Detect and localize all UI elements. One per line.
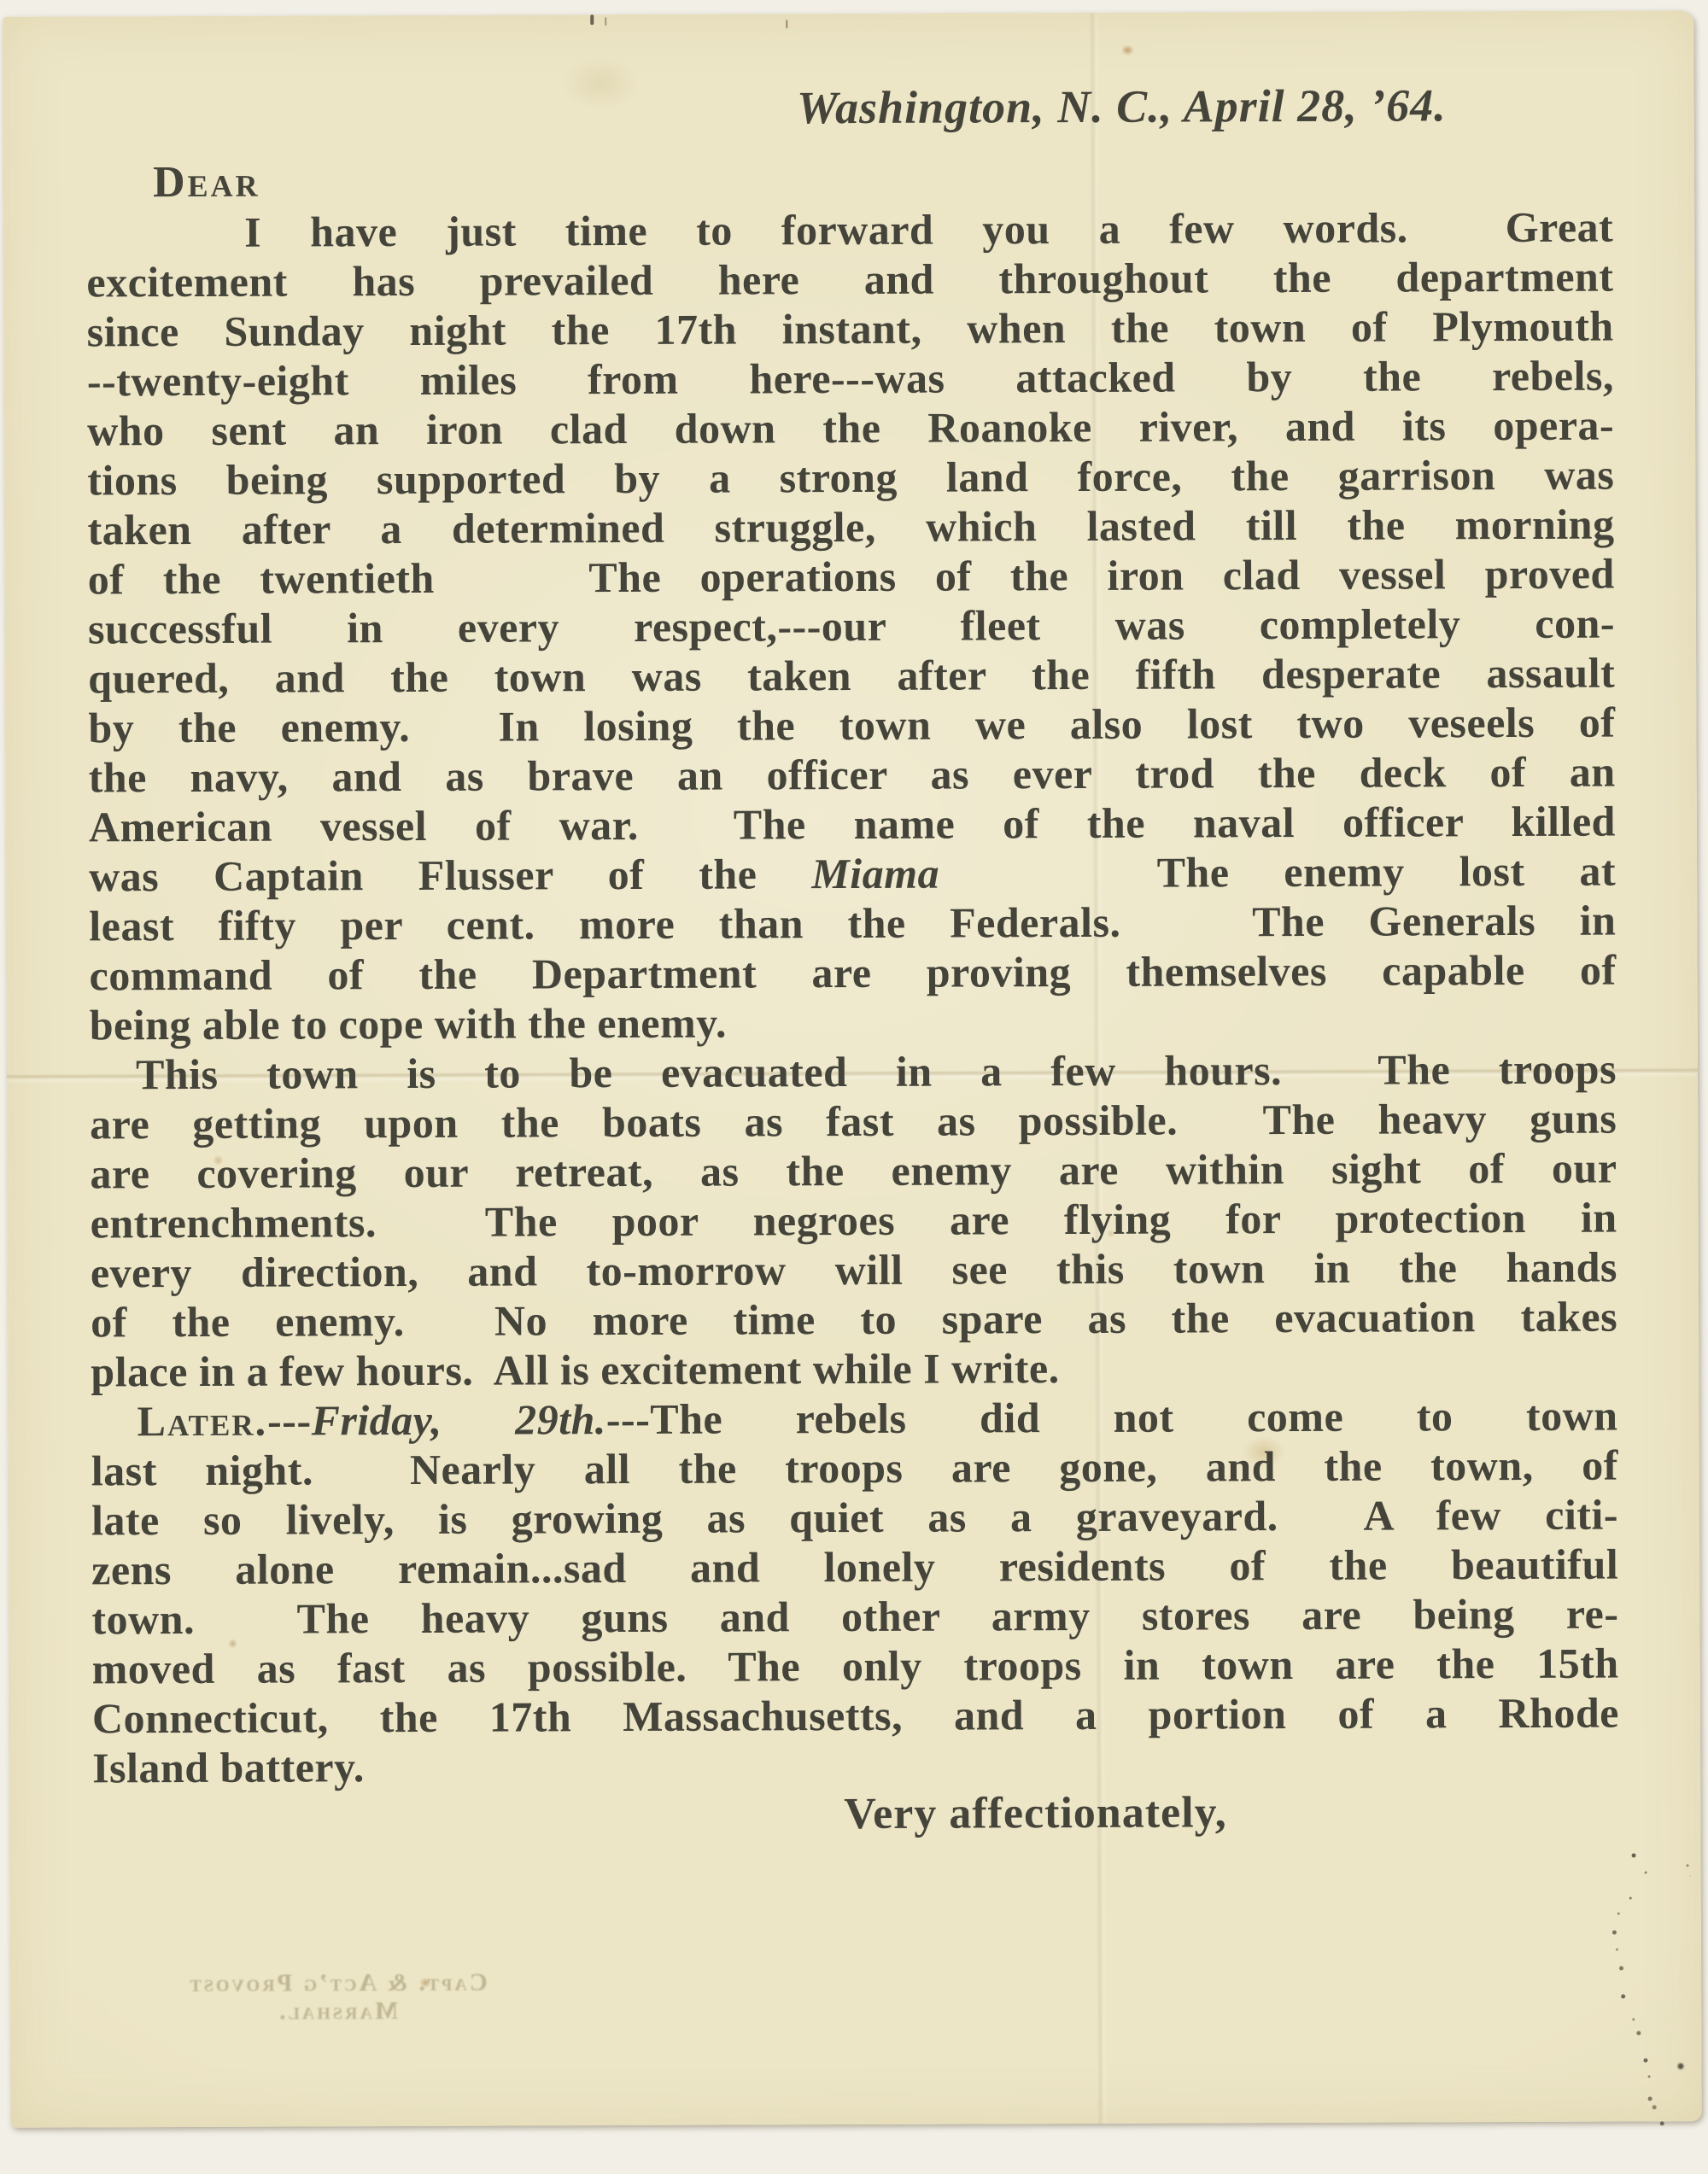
letter-line <box>89 797 1616 852</box>
body-text: was Captain Flusser of the <box>89 850 812 901</box>
body-text: tions being supported by a strong land force, the garrison was <box>87 450 1615 505</box>
letter-line <box>91 1193 1617 1248</box>
body-text: are getting upon the boats as fast as possible. The heavy guns <box>90 1094 1617 1148</box>
letter-line <box>91 1341 1617 1397</box>
letter-line <box>88 698 1615 753</box>
ghost-stamp: Capt. & Act’g Provost Marshal. <box>187 1968 488 2025</box>
body-text: American vessel of war. The name of the naval officer killed <box>88 797 1616 851</box>
italic-text: Miama <box>811 849 940 898</box>
letter-line <box>87 400 1614 456</box>
smallcaps-text: Later. <box>137 1396 268 1446</box>
letter-body <box>86 202 1619 1793</box>
letter-line <box>88 648 1615 704</box>
letter-line <box>91 1441 1618 1496</box>
body-text: ---The rebels did not come to town <box>605 1391 1618 1444</box>
body-text: being able to cope with the enemy. <box>89 998 728 1049</box>
italic-text: Friday, 29th. <box>311 1395 606 1445</box>
body-text: late so lively, is growing as quiet as a graveyard. A few citi- <box>91 1490 1619 1545</box>
letter-line <box>91 1540 1618 1595</box>
body-text: taken after a determined struggle, which lasted till the morning <box>87 500 1615 554</box>
letter-line <box>90 1094 1617 1149</box>
letter-line <box>86 252 1613 307</box>
body-text: least fifty per cent. more than the Federals. The Generals in <box>89 896 1617 950</box>
body-text: Connecticut, the 17th Massachusetts, and a portion of a Rhode <box>91 1688 1620 1743</box>
body-text: I have just time to forward you a few words. Great <box>244 202 1614 256</box>
closing: Very affectionately, <box>844 1788 1227 1839</box>
letter-line <box>92 1738 1619 1793</box>
body-text: --twenty-eight miles from here---was attacked by the rebels, <box>86 351 1614 406</box>
dateline: Washington, N. C., April 28, ’64. <box>796 79 1447 134</box>
letter-line <box>91 1490 1618 1546</box>
body-text: are covering our retreat, as the enemy are within sight of our <box>90 1143 1617 1198</box>
letter-line <box>90 1143 1617 1199</box>
body-text: of the twentieth The operations of the iron clad vessel proved <box>87 549 1615 604</box>
letter-line <box>90 995 1617 1050</box>
letter-line <box>87 500 1614 555</box>
letter-line <box>89 747 1616 803</box>
ink-specks <box>1632 1853 1636 1857</box>
letter-line <box>90 1044 1617 1100</box>
body-text: The enemy lost at <box>939 846 1617 897</box>
body-text: every direction, and to-morrow will see this town in the hands <box>90 1242 1618 1297</box>
letter-content <box>3 10 1701 2128</box>
letter-line <box>87 351 1614 406</box>
body-text: town. The heavy guns and other army stores are being re- <box>91 1589 1619 1644</box>
letter-line <box>89 846 1616 902</box>
letter-line <box>87 301 1614 357</box>
body-text: who sent an iron clad down the Roanoke river, and its opera- <box>87 400 1615 455</box>
body-text: moved as fast as possible. The only troops in town are the 15th <box>91 1639 1619 1693</box>
letter-document <box>3 10 1701 2128</box>
letter-line <box>89 945 1616 1001</box>
letter-line <box>89 896 1616 951</box>
body-text: of the enemy. No more time to spare as the evacuation takes <box>91 1292 1618 1347</box>
body-text: by the enemy. In losing the town we also lost two veseels of <box>88 698 1616 752</box>
salutation: Dear <box>152 157 260 207</box>
letter-line <box>91 1242 1617 1298</box>
letter-line <box>88 549 1615 605</box>
body-text: command of the Department are proving themselves capable of <box>89 945 1617 1000</box>
body-text: quered, and the town was taken after the fifth desperate assault <box>88 648 1616 703</box>
body-text: This town is to be evacuated in a few hours. The troops <box>135 1044 1617 1099</box>
body-text: zens alone remain...sad and lonely residents of the beautiful <box>91 1540 1619 1594</box>
body-text: excitement has prevailed here and throughout the department <box>86 252 1614 307</box>
letter-line <box>87 450 1614 506</box>
letter-line <box>86 202 1613 258</box>
body-text: last night. Nearly all the troops are gone, and the town, of <box>91 1441 1618 1495</box>
letter-line <box>88 599 1615 654</box>
top-edge-specks <box>590 15 594 25</box>
body-text: place in a few hours. All is excitement while I write. <box>91 1344 1060 1396</box>
body-text: entrenchments. The poor negroes are flying for protection in <box>90 1193 1617 1248</box>
body-text: since Sunday night the 17th instant, when the town of Plymouth <box>86 301 1614 356</box>
letter-line <box>91 1292 1617 1347</box>
body-text: the navy, and as brave an officer as ever trod the deck of an <box>88 747 1616 802</box>
body-text: successful in every respect,---our fleet was completely con- <box>87 599 1616 653</box>
letter-line <box>92 1639 1619 1694</box>
letter-line <box>91 1589 1618 1645</box>
letter-line <box>91 1391 1617 1446</box>
body-text: Island battery. <box>92 1743 365 1792</box>
letter-line <box>92 1688 1619 1744</box>
body-text: --- <box>266 1396 312 1445</box>
